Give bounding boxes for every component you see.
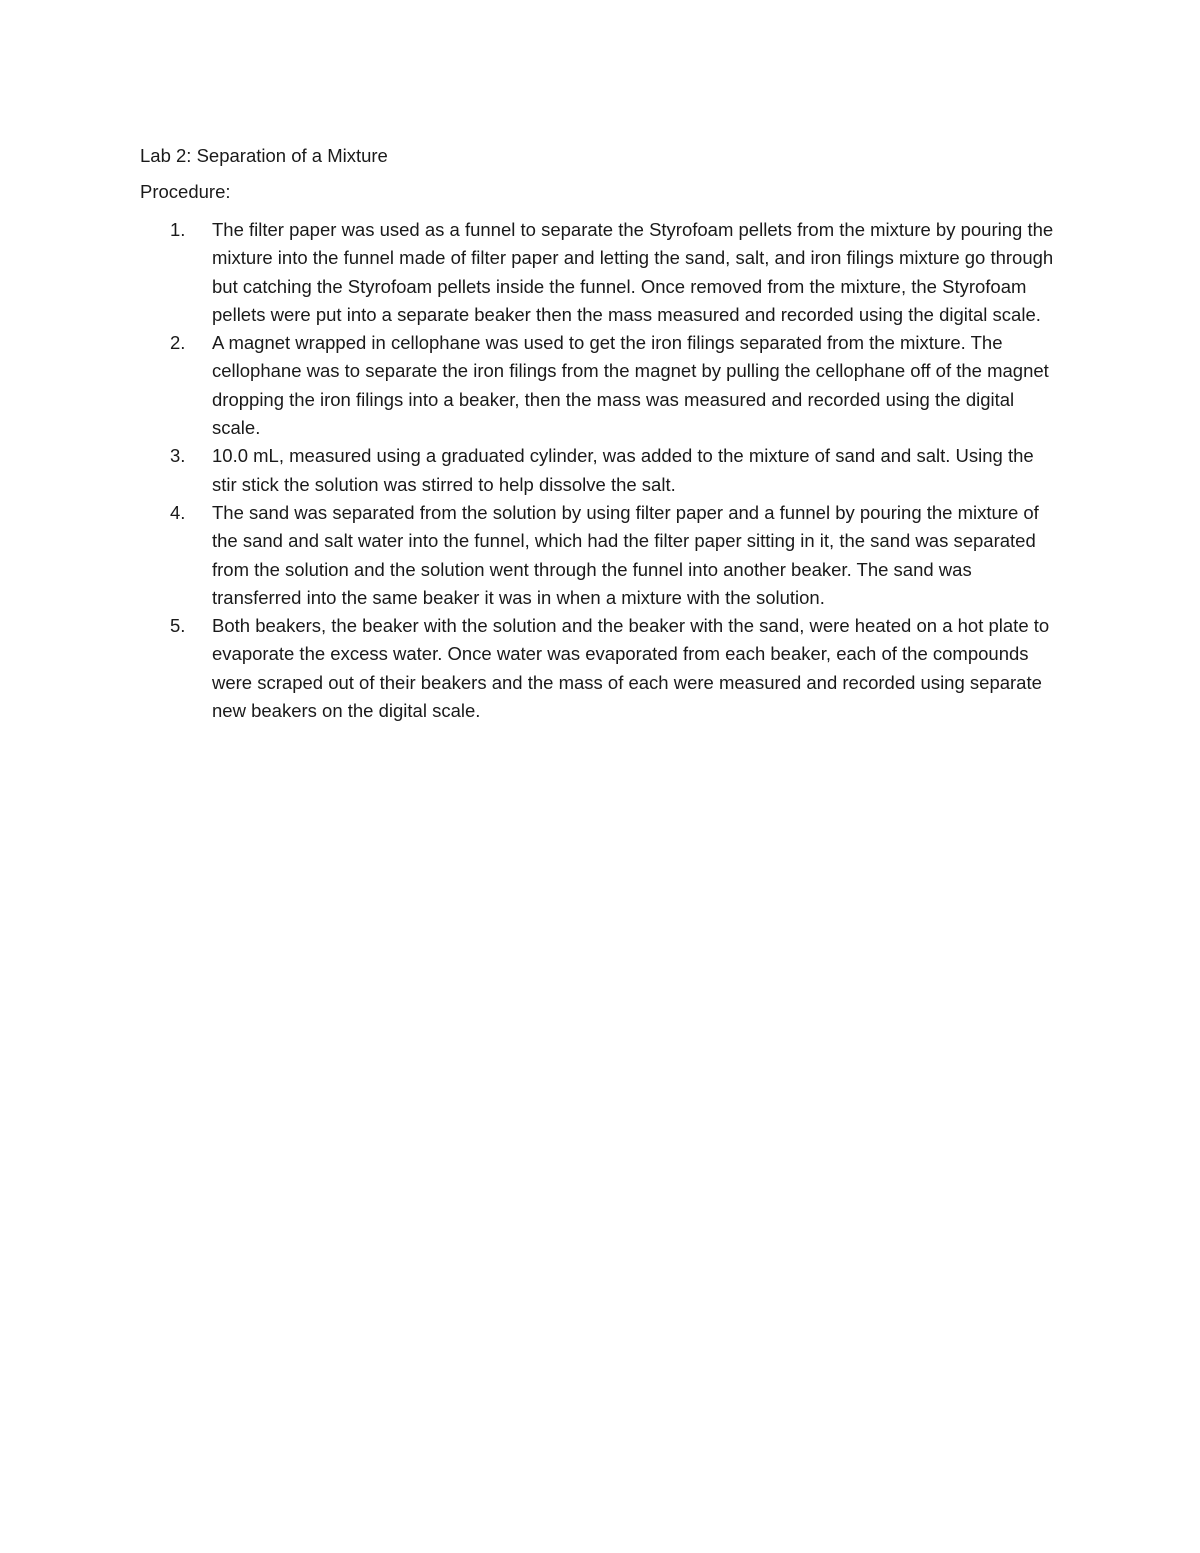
step-text: A magnet wrapped in cellophane was used to get the iron filings separated from the mixture. The cellophane was to separate the iron filings from the magnet by pulling the cellophane off of the magnet dropping the iron filings into a beaker, then the mass was measured and recorded using the digital scale. [212,332,1049,439]
step-number: 2. [170,332,186,354]
step-text: The sand was separated from the solution by using filter paper and a funnel by pouring the mixture of the sand and salt water into the funnel, which had the filter paper sitting in it, the sand was separated from the solution and the solution went through the funnel into another beaker. The sand was transferred into the same beaker it was in when a mixture with the solution. [212,501,1039,608]
procedure-step-4 [140,499,1060,612]
step-text: 10.0 mL, measured using a graduated cylinder, was added to the mixture of sand and salt. Using the stir stick the solution was stirred to help dissolve the salt. [212,445,1034,495]
step-text: Both beakers, the beaker with the solution and the beaker with the sand, were heated on a hot plate to evaporate the excess water. Once water was evaporated from each beaker, each of the compounds were scraped out of their beakers and the mass of each were measured and recorded using separate new beakers on the digital scale. [212,615,1050,722]
step-text: The filter paper was used as a funnel to separate the Styrofoam pellets from the mixture by pouring the mixture into the funnel made of filter paper and letting the sand, salt, and iron filings mixture go through but catching the Styrofoam pellets inside the funnel. Once removed from the mixture, the Styrofoam pellets were put into a separate beaker then the mass measured and recorded using the digital scale. [212,219,1054,325]
step-number: 3. [170,445,186,467]
procedure-list [140,216,1060,725]
step-number: 4. [170,501,186,523]
document-body [140,142,1060,725]
document-title: Lab 2: Separation of a Mixture [140,145,388,166]
procedure-step-1 [140,216,1060,329]
procedure-heading: Procedure: [140,181,231,202]
step-number: 1. [170,219,186,240]
procedure-step-2 [140,329,1060,442]
procedure-step-5 [140,612,1060,725]
procedure-step-3 [140,442,1060,499]
step-number: 5. [170,615,186,637]
